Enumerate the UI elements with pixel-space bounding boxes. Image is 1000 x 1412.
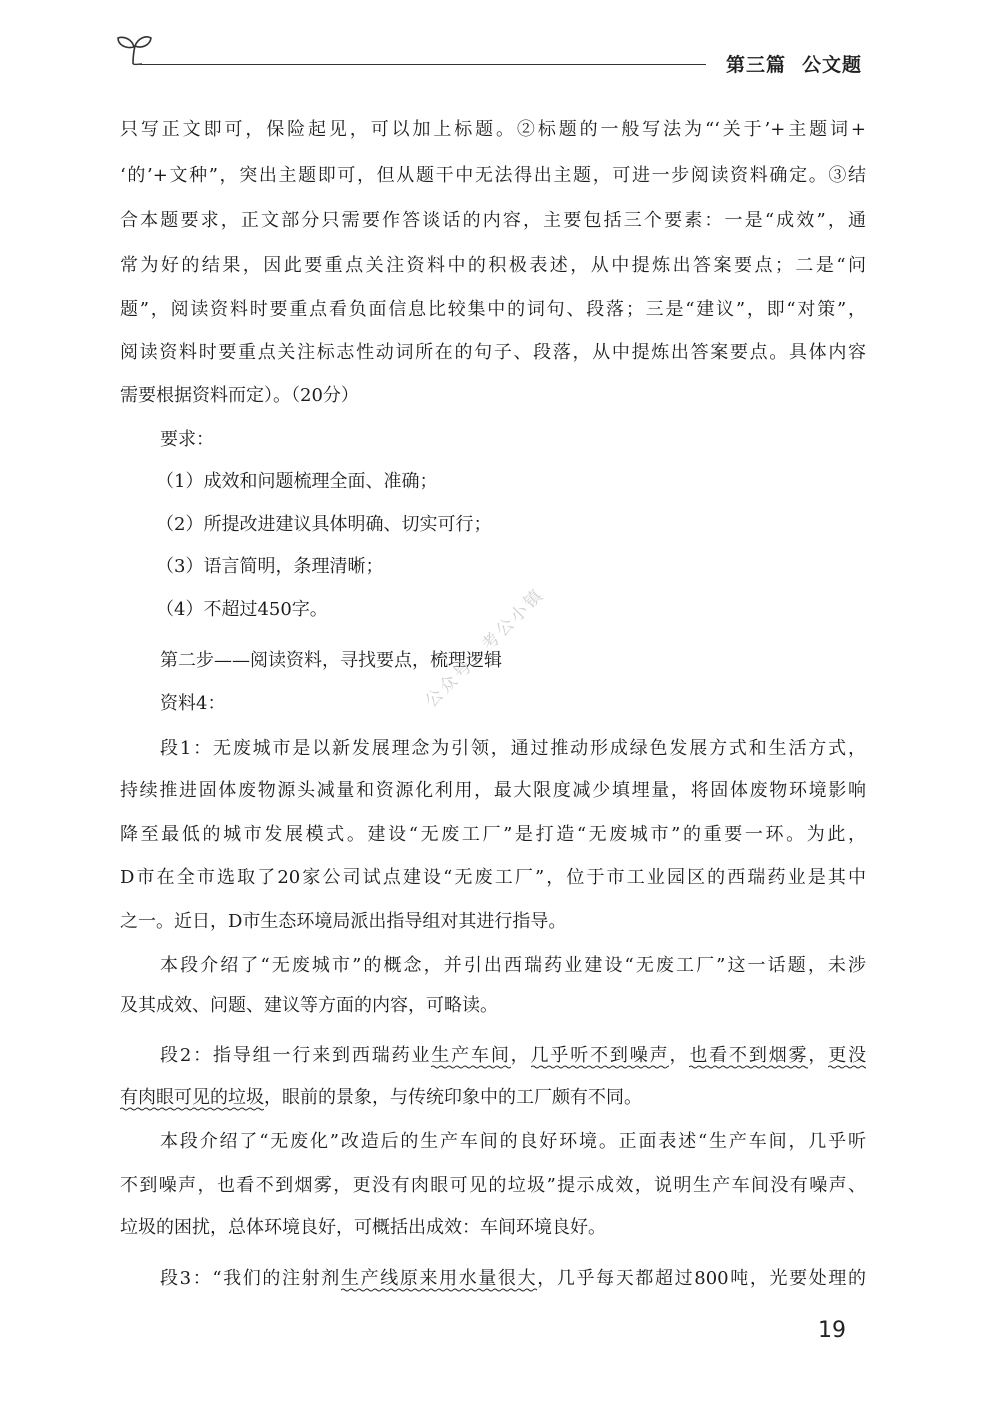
wavy-underline: 也看不到烟雾 [689, 1045, 808, 1069]
watermark: 公众号：考公小镇 [421, 584, 549, 712]
sprout-logo-icon [112, 28, 154, 68]
para2-line: 段2：指导组一行来到西瑞药业生产车间，几乎听不到噪声，也看不到烟雾，更没 [160, 1043, 866, 1069]
intro-line: 题”，阅读资料时要重点看负面信息比较集中的词句、段落；三是“建议”，即“对策”， [120, 299, 866, 320]
analysis1-line: 本段介绍了“无废城市”的概念，并引出西瑞药业建设“无废工厂”这一话题，未涉 [160, 955, 866, 976]
para1-line: 降至最低的城市发展模式。建设“无废工厂”是打造“无废城市”的重要一环。为此， [120, 824, 866, 845]
wavy-underline: 生产线原来用水量很大 [341, 1268, 537, 1292]
wavy-underline: 更没 [828, 1045, 866, 1069]
header-topic: 公文题 [801, 54, 862, 76]
intro-line: 阅读资料时要重点关注标志性动词所在的句子、段落，从中提炼出答案要点。具体内容 [120, 342, 866, 363]
requirements-title: 要求： [160, 429, 214, 450]
para3-line: 段3：“我们的注射剂生产线原来用水量很大，几乎每天都超过800吨，光要处理的 [160, 1266, 866, 1292]
requirement-item: （3）语言简明，条理清晰； [156, 556, 384, 577]
requirement-item: （1）成效和问题梳理全面、准确； [156, 471, 438, 492]
requirement-item: （4）不超过450字。 [156, 599, 328, 620]
wavy-underline: 有肉眼可见的垃圾 [120, 1087, 264, 1111]
requirement-item: （2）所提改进建议具体明确、切实可行； [156, 514, 492, 535]
analysis2-line: 本段介绍了“无废化”改造后的生产车间的良好环境。正面表述“生产车间，几乎听 [160, 1131, 866, 1152]
intro-line: 合本题要求，正文部分只需要作答谈话的内容，主要包括三个要素：一是“成效”，通 [120, 210, 866, 231]
intro-line: 需要根据资料而定）。（20分） [120, 385, 359, 406]
intro-line: ‘的’+文种”，突出主题即可，但从题干中无法得出主题，可进一步阅读资料确定。③结 [120, 165, 866, 186]
intro-line: 只写正文即可，保险起见，可以加上标题。②标题的一般写法为“‘关于’+主题词+ [120, 119, 866, 140]
header-part: 第三篇 [725, 54, 786, 76]
wavy-underline: 生产车间 [431, 1045, 510, 1069]
material-label: 资料4： [160, 693, 226, 714]
intro-line: 常为好的结果，因此要重点关注资料中的积极表述，从中提炼出答案要点；二是“问 [120, 255, 866, 276]
analysis2-line: 垃圾的困扰，总体环境良好，可概括出成效：车间环境良好。 [120, 1217, 606, 1238]
header-section-title [726, 50, 862, 77]
wavy-underline: 几乎听不到噪声 [531, 1045, 670, 1069]
para1-line: 段1：无废城市是以新发展理念为引领，通过推动形成绿色发展方式和生活方式， [160, 738, 866, 759]
para2-line: 有肉眼可见的垃圾，眼前的景象，与传统印象中的工厂颇有不同。 [120, 1085, 866, 1111]
para1-line: D市在全市选取了20家公司试点建设“无废工厂”，位于市工业园区的西瑞药业是其中 [120, 867, 866, 888]
analysis2-line: 不到噪声，也看不到烟雾，更没有肉眼可见的垃圾”提示成效，说明生产车间没有噪声、 [120, 1175, 866, 1196]
para1-line: 持续推进固体废物源头减量和资源化利用，最大限度减少填埋量，将固体废物环境影响 [120, 780, 866, 801]
page-number: 19 [818, 1318, 846, 1343]
header-divider [140, 64, 706, 65]
analysis1-line: 及其成效、问题、建议等方面的内容，可略读。 [120, 995, 498, 1016]
para1-line: 之一。近日，D市生态环境局派出指导组对其进行指导。 [120, 911, 567, 932]
step-two-heading: 第二步——阅读资料，寻找要点，梳理逻辑 [160, 650, 502, 671]
